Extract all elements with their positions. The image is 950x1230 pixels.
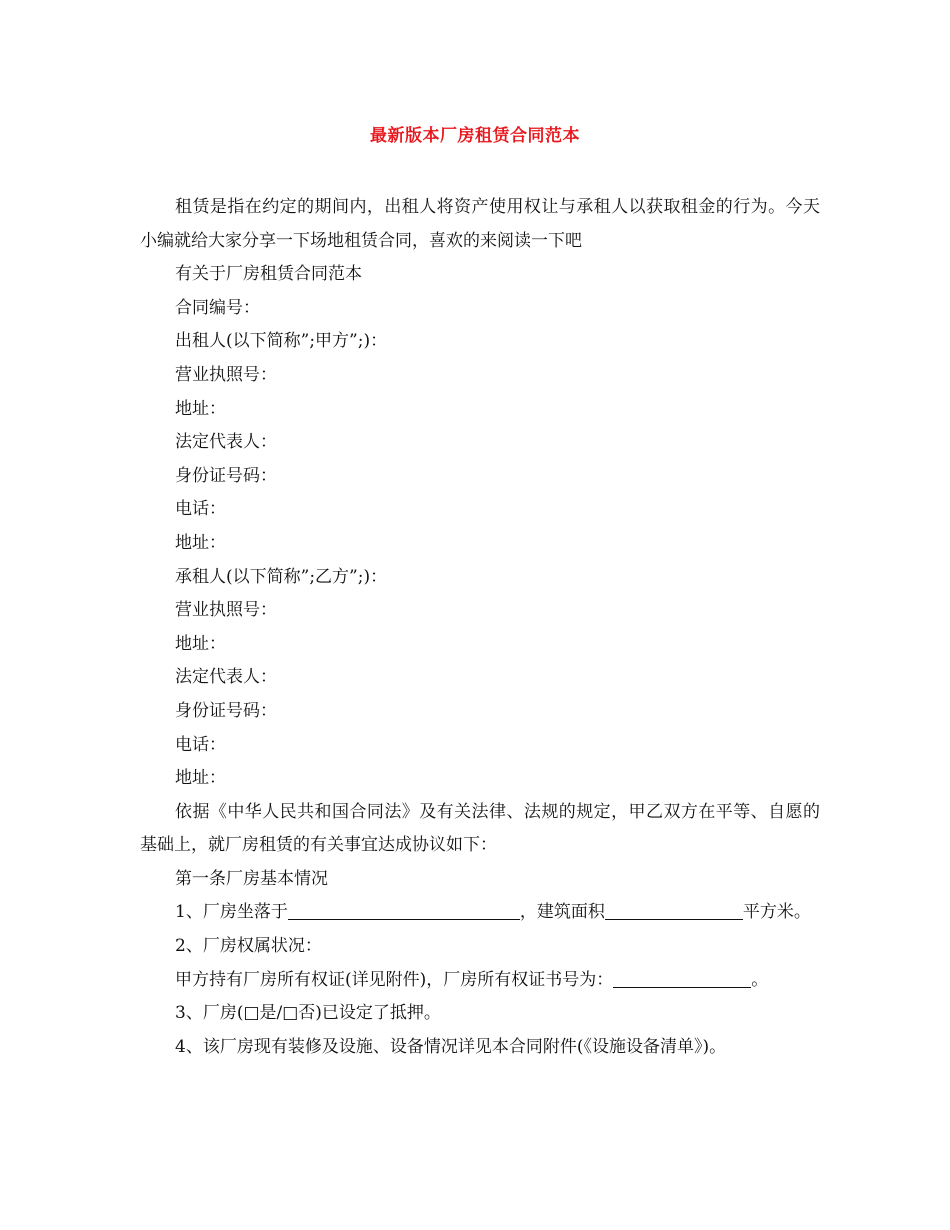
contract-heading: 有关于厂房租赁合同范本 <box>175 264 362 285</box>
clause-3: 3、厂房(□是/□否)已设定了抵押。 <box>175 1003 441 1024</box>
contract-number-line: 合同编号： <box>175 297 260 318</box>
lessee-address-line: 地址： <box>175 633 226 654</box>
lessee-address2-line: 地址： <box>175 768 226 789</box>
clause-2-detail-pre: 甲方持有厂房所有权证(详见附件)，厂房所有权证书号为： <box>175 969 614 990</box>
lessor-legal-rep-line: 法定代表人： <box>175 432 277 453</box>
lessor-phone-line: 电话： <box>175 499 226 520</box>
lessee-license-line: 营业执照号： <box>175 600 277 621</box>
lessor-address-line: 地址： <box>175 398 226 419</box>
lessor-id-line: 身份证号码： <box>175 465 277 486</box>
certificate-number-blank <box>613 967 751 988</box>
clause-2-detail-post: 。 <box>751 969 769 990</box>
document-title: 最新版本厂房租赁合同范本 <box>370 126 580 146</box>
lessor-license-line: 营业执照号： <box>175 364 277 385</box>
clause-4: 4、该厂房现有装修及设施、设备情况详见本合同附件(《设施设备清单》)。 <box>175 1036 727 1057</box>
lessee-legal-rep-line: 法定代表人： <box>175 667 277 688</box>
clause-1-mid: ，建筑面积 <box>519 902 605 923</box>
clause-1-post: 平方米。 <box>742 902 811 923</box>
article-1-title: 第一条厂房基本情况 <box>175 868 328 889</box>
lessee-label: 承租人(以下简称”;乙方”;)： <box>175 566 388 587</box>
intro-paragraph: 租赁是指在约定的期间内，出租人将资产使用权让与承租人以获取租金的行为。今天小编就给大家分享一下场地租赁合同，喜欢的来阅读一下吧 <box>140 197 820 251</box>
lessee-id-line: 身份证号码： <box>175 700 277 721</box>
lessor-address2-line: 地址： <box>175 532 226 553</box>
area-blank <box>605 899 743 920</box>
clause-1-pre: 1、厂房坐落于 <box>175 902 288 923</box>
clause-2: 2、厂房权属状况： <box>175 936 322 957</box>
legal-basis-paragraph: 依据《中华人民共和国合同法》及有关法律、法规的规定，甲乙双方在平等、自愿的基础上，就厂房租赁的有关事宜达成协议如下： <box>140 801 820 856</box>
clause-1 <box>140 896 820 930</box>
location-blank <box>288 899 520 920</box>
clause-2-detail <box>140 964 820 998</box>
lessee-phone-line: 电话： <box>175 734 226 755</box>
document-body <box>140 191 820 1064</box>
lessor-label: 出租人(以下简称”;甲方”;)： <box>175 331 388 352</box>
